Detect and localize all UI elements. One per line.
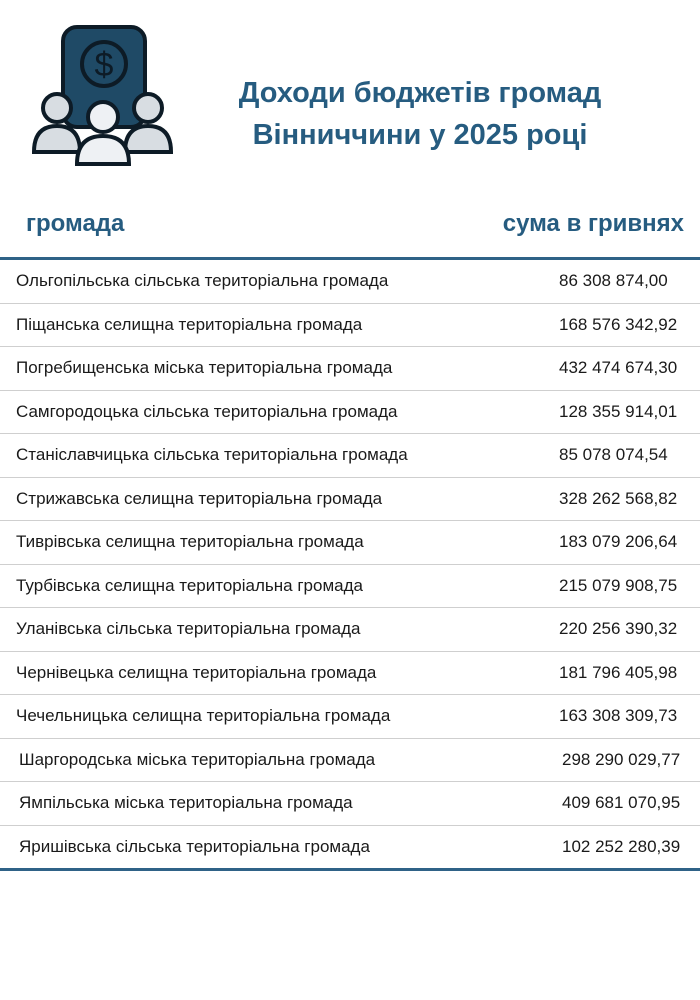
header xyxy=(0,0,700,190)
table-row xyxy=(0,347,700,391)
page-title xyxy=(180,72,660,156)
table-row xyxy=(0,695,700,739)
table-row xyxy=(0,521,700,565)
income-amount: 183 079 206,64 xyxy=(559,532,678,551)
income-amount: 220 256 390,32 xyxy=(559,619,678,638)
table-row xyxy=(0,608,700,652)
community-name: Ямпільська міська територіальна громада xyxy=(19,793,353,812)
community-name: Чернівецька селищна територіальна громада xyxy=(16,662,377,682)
title-line-1: Доходи бюджетів громад xyxy=(238,77,602,109)
community-name: Стрижавська селищна територіальна громада xyxy=(16,488,383,508)
table-row xyxy=(0,260,700,304)
svg-text:$: $ xyxy=(94,46,114,84)
table-bottom-divider xyxy=(0,868,700,871)
income-amount: 163 308 309,73 xyxy=(559,706,678,725)
table-row xyxy=(0,826,700,870)
table-row xyxy=(0,565,700,609)
income-amount: 298 290 029,77 xyxy=(562,749,681,769)
table-row xyxy=(0,652,700,696)
community-name: Турбівська селищна територіальна громада xyxy=(16,575,363,595)
column-header-sum: сума в гривнях xyxy=(502,210,684,237)
income-amount: 181 796 405,98 xyxy=(559,662,678,682)
community-budget-icon xyxy=(30,24,176,170)
community-name: Тиврівська селищна територіальна громада xyxy=(16,532,364,551)
income-amount: 86 308 874,00 xyxy=(559,271,668,290)
income-amount: 102 252 280,39 xyxy=(562,836,681,856)
table-row xyxy=(0,391,700,435)
community-name: Уланівська сільська територіальна громада xyxy=(16,619,361,638)
table-row xyxy=(0,304,700,348)
community-name: Погребищенська міська територіальна громада xyxy=(16,358,393,377)
community-name: Ольгопільська сільська територіальна громада xyxy=(16,271,389,290)
community-name: Самгородоцька сільська територіальна громада xyxy=(16,401,398,421)
table-row xyxy=(0,478,700,522)
table-row xyxy=(0,434,700,478)
income-amount: 128 355 914,01 xyxy=(559,401,678,421)
community-name: Яришівська сільська територіальна громада xyxy=(19,836,370,856)
income-amount: 409 681 070,95 xyxy=(562,793,681,812)
community-name: Станіславчицька сільська територіальна громада xyxy=(16,445,408,464)
income-amount: 328 262 568,82 xyxy=(559,488,678,508)
income-amount: 215 079 908,75 xyxy=(559,575,678,595)
community-name: Чечельницька селищна територіальна громада xyxy=(16,706,391,725)
community-name: Піщанська селищна територіальна громада xyxy=(16,314,363,334)
income-amount: 85 078 074,54 xyxy=(559,445,668,464)
table-row xyxy=(0,782,700,826)
column-header-community: громада xyxy=(26,210,125,237)
community-name: Шаргородська міська територіальна громада xyxy=(19,749,376,769)
budget-table xyxy=(0,260,700,869)
income-amount: 432 474 674,30 xyxy=(559,358,678,377)
table-row xyxy=(0,739,700,783)
income-amount: 168 576 342,92 xyxy=(559,314,678,334)
title-line-2: Вінниччини у 2025 році xyxy=(252,119,588,151)
